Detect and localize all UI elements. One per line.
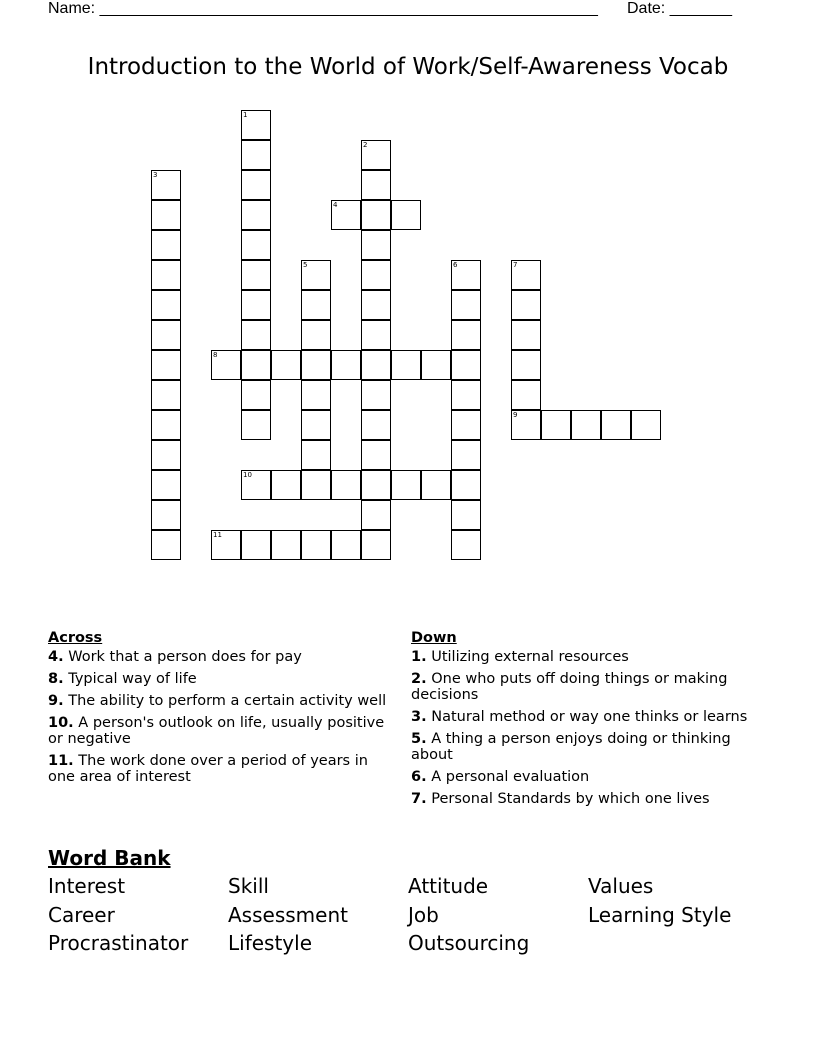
crossword-cell[interactable] (511, 380, 541, 410)
crossword-cell[interactable] (361, 260, 391, 290)
crossword-cell[interactable] (271, 530, 301, 560)
crossword-cell[interactable] (241, 230, 271, 260)
word-bank-title: Word Bank (48, 846, 171, 870)
crossword-cell[interactable] (241, 140, 271, 170)
crossword-cell[interactable] (241, 470, 271, 500)
crossword-cell[interactable] (241, 170, 271, 200)
crossword-cell[interactable] (421, 350, 451, 380)
crossword-cell[interactable] (511, 290, 541, 320)
crossword-cell[interactable] (151, 380, 181, 410)
word-bank-item: Interest (48, 874, 126, 898)
crossword-cell[interactable] (511, 350, 541, 380)
crossword-cell[interactable] (361, 530, 391, 560)
crossword-cell[interactable] (391, 470, 421, 500)
crossword-cell[interactable] (151, 470, 181, 500)
name-field[interactable]: Name: ________________________________________________________ (48, 0, 598, 17)
clue-down-7: 7. Personal Standards by which one lives (411, 791, 710, 807)
crossword-cell[interactable] (451, 440, 481, 470)
crossword-cell[interactable] (301, 380, 331, 410)
crossword-cell[interactable] (331, 350, 361, 380)
clue-number: 10 (243, 471, 252, 479)
word-bank-item: Attitude (408, 874, 489, 898)
crossword-cell[interactable] (331, 530, 361, 560)
crossword-cell[interactable] (151, 440, 181, 470)
crossword-cell[interactable] (331, 200, 361, 230)
crossword-cell[interactable] (361, 500, 391, 530)
crossword-cell[interactable] (151, 350, 181, 380)
crossword-cell[interactable] (361, 140, 391, 170)
crossword-cell[interactable] (361, 350, 391, 380)
crossword-cell[interactable] (361, 230, 391, 260)
clue-across-11: 11. The work done over a period of years in one area of interest (48, 753, 368, 785)
crossword-cell[interactable] (301, 530, 331, 560)
clue-down-5: 5. A thing a person enjoys doing or thinking about (411, 731, 731, 763)
crossword-cell[interactable] (301, 440, 331, 470)
across-clues (48, 630, 398, 791)
crossword-cell[interactable] (151, 230, 181, 260)
crossword-cell[interactable] (541, 410, 571, 440)
crossword-cell[interactable] (451, 290, 481, 320)
clue-number: 2 (363, 141, 368, 149)
crossword-cell[interactable] (301, 260, 331, 290)
crossword-cell[interactable] (241, 530, 271, 560)
clue-down-6: 6. A personal evaluation (411, 769, 590, 785)
crossword-cell[interactable] (601, 410, 631, 440)
crossword-cell[interactable] (451, 410, 481, 440)
crossword-cell[interactable] (361, 200, 391, 230)
crossword-cell[interactable] (301, 350, 331, 380)
crossword-cell[interactable] (511, 320, 541, 350)
down-clues (411, 630, 771, 813)
clue-number: 1 (243, 111, 248, 119)
crossword-cell[interactable] (241, 350, 271, 380)
clue-number: 7 (513, 261, 518, 269)
crossword-cell[interactable] (571, 410, 601, 440)
clue-across-9: 9. The ability to perform a certain activity well (48, 693, 387, 709)
crossword-cell[interactable] (271, 350, 301, 380)
crossword-cell[interactable] (241, 110, 271, 140)
word-bank-item: Assessment (228, 903, 348, 927)
crossword-cell[interactable] (361, 410, 391, 440)
clue-across-8: 8. Typical way of life (48, 671, 197, 687)
crossword-cell[interactable] (361, 440, 391, 470)
clue-down-3: 3. Natural method or way one thinks or learns (411, 709, 748, 725)
word-bank-item: Job (408, 903, 439, 927)
crossword-cell[interactable] (451, 470, 481, 500)
clue-across-4: 4. Work that a person does for pay (48, 649, 302, 665)
crossword-cell[interactable] (451, 500, 481, 530)
word-bank-item: Career (48, 903, 115, 927)
clue-across-10: 10. A person's outlook on life, usually positive or negative (48, 715, 385, 747)
crossword-cell[interactable] (241, 380, 271, 410)
clue-down-1: 1. Utilizing external resources (411, 649, 629, 665)
page-title: Introduction to the World of Work/Self-Awareness Vocab (87, 54, 729, 80)
crossword-cell[interactable] (271, 470, 301, 500)
word-bank-item: Skill (228, 874, 269, 898)
crossword-cell[interactable] (361, 380, 391, 410)
crossword-cell[interactable] (241, 260, 271, 290)
crossword-cell[interactable] (151, 320, 181, 350)
clue-down-2: 2. One who puts off doing things or making decisions (411, 671, 728, 703)
crossword-cell[interactable] (631, 410, 661, 440)
crossword-cell[interactable] (211, 530, 241, 560)
crossword-cell[interactable] (151, 410, 181, 440)
crossword-cell[interactable] (301, 470, 331, 500)
word-bank-item: Procrastinator (48, 931, 189, 955)
crossword-cell[interactable] (361, 290, 391, 320)
crossword-cell[interactable] (151, 500, 181, 530)
word-bank-item: Lifestyle (228, 931, 313, 955)
crossword-cell[interactable] (301, 320, 331, 350)
crossword-cell[interactable] (301, 290, 331, 320)
clue-number: 11 (213, 531, 222, 539)
crossword-cell[interactable] (451, 380, 481, 410)
crossword-cell[interactable] (511, 410, 541, 440)
crossword-cell[interactable] (211, 350, 241, 380)
clue-number: 6 (453, 261, 458, 269)
word-bank-item: Learning Style (588, 903, 732, 927)
clue-number: 9 (513, 411, 518, 419)
crossword-cell[interactable] (241, 200, 271, 230)
crossword-cell[interactable] (151, 260, 181, 290)
crossword-cell[interactable] (511, 260, 541, 290)
crossword-cell[interactable] (241, 290, 271, 320)
down-heading: Down (411, 630, 457, 646)
clue-number: 8 (213, 351, 218, 359)
crossword-cell[interactable] (331, 470, 361, 500)
crossword-cell[interactable] (151, 200, 181, 230)
crossword-cell[interactable] (451, 260, 481, 290)
crossword-cell[interactable] (151, 170, 181, 200)
word-bank-item: Values (588, 874, 654, 898)
crossword-cell[interactable] (151, 530, 181, 560)
word-bank-item: Outsourcing (408, 931, 530, 955)
date-field[interactable]: Date: _______ (627, 0, 732, 17)
crossword-cell[interactable] (361, 470, 391, 500)
crossword-cell[interactable] (451, 350, 481, 380)
crossword-cell[interactable] (451, 530, 481, 560)
clue-number: 4 (333, 201, 338, 209)
clue-number: 5 (303, 261, 308, 269)
crossword-cell[interactable] (391, 350, 421, 380)
crossword-cell[interactable] (361, 170, 391, 200)
crossword-cell[interactable] (391, 200, 421, 230)
crossword-cell[interactable] (421, 470, 451, 500)
crossword-cell[interactable] (301, 410, 331, 440)
crossword-cell[interactable] (451, 320, 481, 350)
clue-number: 3 (153, 171, 158, 179)
across-heading: Across (48, 630, 103, 646)
crossword-cell[interactable] (241, 410, 271, 440)
crossword-cell[interactable] (151, 290, 181, 320)
crossword-cell[interactable] (241, 320, 271, 350)
crossword-cell[interactable] (361, 320, 391, 350)
